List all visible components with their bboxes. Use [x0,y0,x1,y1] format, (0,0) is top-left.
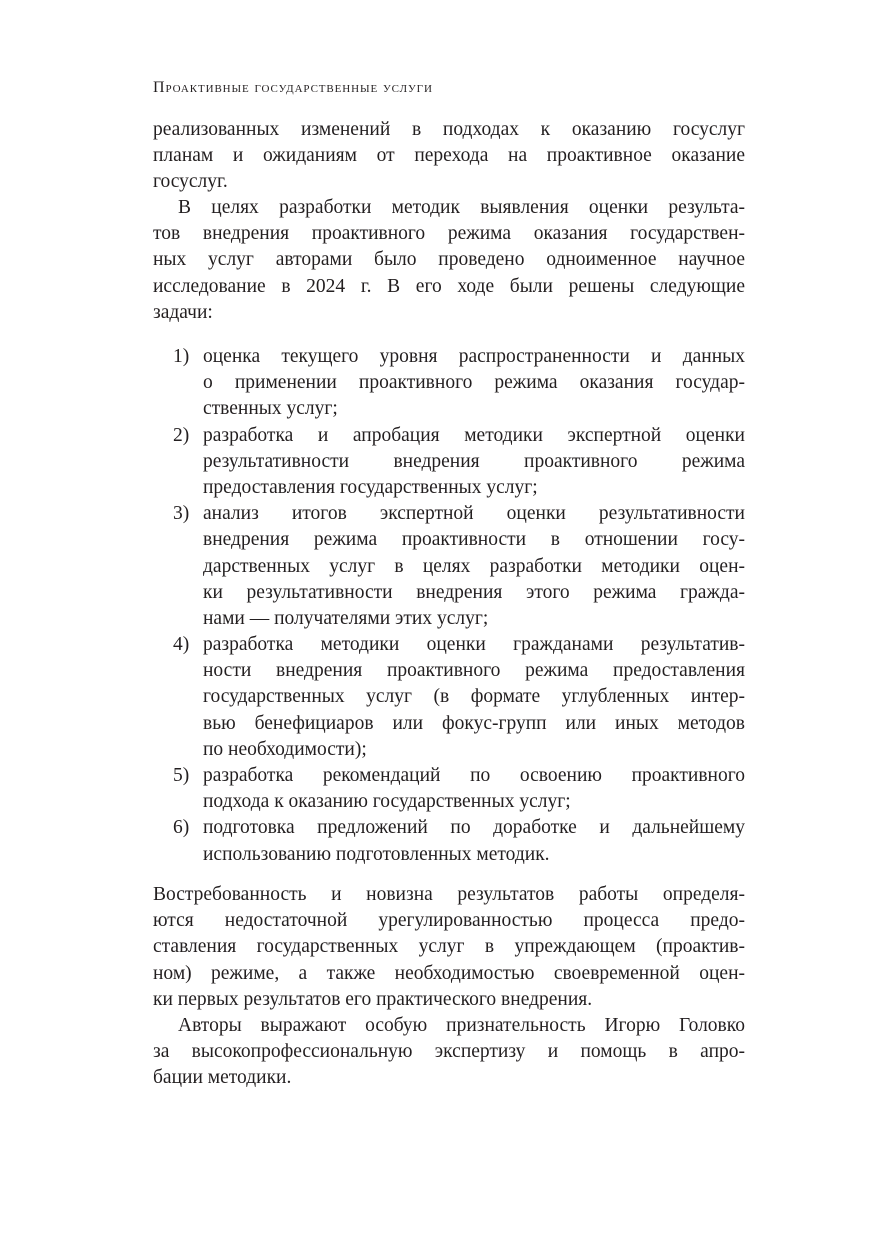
text-line: ных услуг авторами было проведено одноименное научное [153,249,745,271]
text-line: ственных услуг; [203,398,338,420]
text-line: ставления государственных услуг в упреждающем (проактив- [153,936,745,958]
text-line: ки результативности внедрения этого режима гражда- [203,581,745,603]
list-item [153,344,745,423]
text-line: исследование в 2024 г. В его ходе были решены следующие [153,275,745,297]
tasks-paragraph [153,195,745,326]
text-line: оценка текущего уровня распространенности и данных [203,346,745,367]
list-item [153,763,745,815]
text-line: ются недостаточной урегулированностью процесса предо- [153,910,745,932]
text-line: планам и ожиданиям от перехода на проактивное оказание [153,145,745,167]
list-number: 4) [173,634,190,656]
list-item [153,815,745,867]
text-line: подготовка предложений по доработке и дальнейшему [203,817,745,839]
text-line: подхода к оказанию государственных услуг; [203,791,571,813]
acknowledgement-paragraph [153,1013,745,1092]
text-line: госуслуг. [153,171,228,193]
text-line: разработка и апробация методики экспертной оценки [203,424,745,446]
text-line: государственных услуг (в формате углубленных интер- [203,686,745,708]
list-item [153,423,745,502]
intro-paragraph [153,117,745,196]
text-line: предоставления государственных услуг; [203,476,538,498]
text-line: использованию подготовленных методик. [203,843,550,865]
text-line: разработка методики оценки гражданами результатив- [203,634,745,656]
text-line: результативности внедрения проактивного режима [203,450,745,472]
text-line: тов внедрения проактивного режима оказания государствен- [153,223,745,245]
list-number: 1) [173,346,190,367]
text-line: задачи: [153,301,213,323]
text-line: анализ итогов экспертной оценки результативности [203,503,745,525]
text-line: бации методики. [153,1067,292,1089]
list-number: 2) [173,424,190,446]
text-line: Востребованность и новизна результатов работы определя- [153,884,745,905]
relevance-paragraph [153,882,745,1013]
text-line: ном) режиме, а также необходимостью своевременной оцен- [153,962,745,984]
running-head: Проактивные государственные услуги [153,79,433,96]
text-line: по необходимости); [203,738,367,760]
text-line: нами — получателями этих услуг; [203,607,489,629]
text-line: В целях разработки методик выявления оценки результа- [178,197,745,218]
task-list [153,344,745,868]
text-line: о применении проактивного режима оказания государ- [203,372,745,394]
list-item [153,632,745,763]
text-line: дарственных услуг в целях разработки методики оцен- [203,555,745,577]
list-number: 3) [173,503,190,525]
text-line: вью бенефициаров или фокус-групп или иных методов [203,712,745,734]
list-number: 6) [173,817,190,839]
text-line: внедрения режима проактивности в отношении госу- [203,529,745,551]
text-line: ности внедрения проактивного режима предоставления [203,660,745,682]
text-line: разработка рекомендаций по освоению проактивного [203,765,745,786]
list-number: 5) [173,765,190,786]
text-line: Авторы выражают особую признательность Игорю Головко [178,1015,745,1036]
text-line: ки первых результатов его практического внедрения. [153,988,593,1010]
list-item [153,501,745,632]
text-line: реализованных изменений в подходах к оказанию госуслуг [153,119,745,140]
text-line: за высокопрофессиональную экспертизу и помощь в апро- [153,1041,745,1063]
